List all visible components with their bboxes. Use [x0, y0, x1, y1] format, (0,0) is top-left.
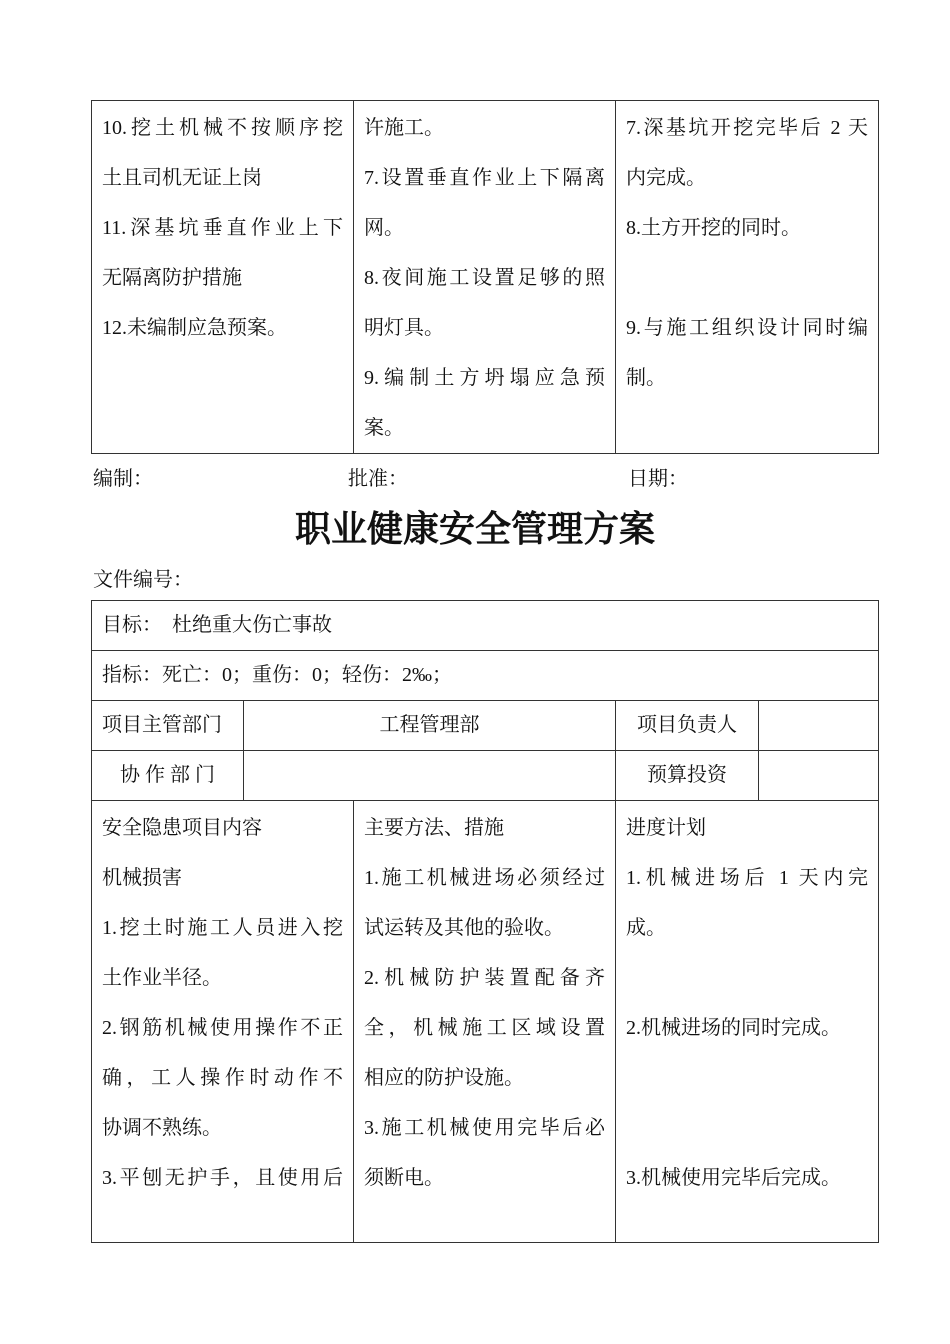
budget-label-cell [616, 751, 759, 801]
measure-line: 1.施工机械进场必须经过 [364, 867, 605, 889]
plan-table [91, 600, 879, 1243]
hazard-line: 1.挖土时施工人员进入挖 [102, 917, 343, 939]
measure-line: 7.设置垂直作业上下隔离 [364, 167, 605, 189]
measure-line: 3.施工机械使用完毕后必 [364, 1117, 605, 1139]
compiled-by-label: 编制： [93, 468, 153, 490]
dept-label-cell [92, 701, 244, 751]
owner-label-cell [616, 701, 759, 751]
schedule-column [616, 801, 879, 1243]
schedule-line: 1.机械进场后 1 天内完 [626, 867, 869, 889]
measure-line: 9.编制土方坍塌应急预 [364, 367, 605, 389]
hazard-column [92, 801, 354, 1243]
owner-value-cell [759, 701, 879, 751]
hazard-line: 3.平刨无护手，且使用后 [102, 1167, 343, 1189]
coop-label: 协 作 部 门 [120, 764, 215, 786]
schedule-line [626, 1103, 868, 1153]
schedule-line: 内完成。 [626, 167, 706, 189]
dept-value: 工程管理部 [379, 714, 480, 736]
schedule-line: 9.与施工组织设计同时编 [626, 317, 868, 339]
dept-value-cell [244, 701, 616, 751]
measure-line: 8.夜间施工设置足够的照 [364, 267, 605, 289]
schedule-line: 7.深基坑开挖完毕后 2 天 [626, 117, 868, 139]
schedule-line [626, 953, 868, 1003]
indicator-row [92, 651, 879, 701]
schedule-column [616, 101, 879, 454]
hazard-line: 土且司机无证上岗 [102, 167, 262, 189]
page-title: 职业健康安全管理方案 [294, 509, 655, 550]
date-label: 日期： [628, 468, 688, 490]
measure-line: 许施工。 [364, 117, 444, 139]
measure-line: 案。 [364, 417, 404, 439]
measure-line: 2.机械防护装置配备齐 [364, 967, 605, 989]
coop-value-cell [244, 751, 616, 801]
measure-line: 须断电。 [364, 1167, 444, 1189]
schedule-line: 制。 [626, 367, 666, 389]
goal-text: 目标： 杜绝重大伤亡事故 [102, 614, 332, 636]
hazard-category: 机械损害 [102, 867, 182, 889]
schedule-line: 2.机械进场的同时完成。 [626, 1017, 841, 1039]
indicator-text: 指标：死亡：0；重伤：0；轻伤：2‰； [102, 664, 452, 686]
continuation-table [91, 100, 879, 454]
schedule-line: 3.机械使用完毕后完成。 [626, 1167, 841, 1189]
measure-header: 主要方法、措施 [364, 817, 504, 839]
hazard-line: 2.钢筋机械使用操作不正 [102, 1017, 343, 1039]
measure-line: 网。 [364, 217, 404, 239]
budget-label: 预算投资 [647, 764, 727, 786]
hazard-line: 11.深基坑垂直作业上下 [102, 217, 343, 239]
coop-label-cell [92, 751, 244, 801]
schedule-line: 8.土方开挖的同时。 [626, 217, 801, 239]
schedule-line: 成。 [626, 917, 666, 939]
hazard-column [92, 101, 354, 454]
approved-by-label: 批准： [348, 468, 408, 490]
measure-column [354, 801, 616, 1243]
hazard-line: 协调不熟练。 [102, 1117, 222, 1139]
hazard-header: 安全隐患项目内容 [102, 817, 262, 839]
schedule-line [626, 1053, 868, 1103]
schedule-line [626, 253, 868, 303]
budget-value-cell [759, 751, 879, 801]
owner-label: 项目负责人 [637, 714, 737, 736]
hazard-line: 无隔离防护措施 [102, 267, 242, 289]
file-number-label: 文件编号： [93, 569, 193, 591]
schedule-header: 进度计划 [626, 817, 706, 839]
hazard-line: 土作业半径。 [102, 967, 222, 989]
hazard-line: 确，工人操作时动作不 [102, 1067, 343, 1089]
measure-column [354, 101, 616, 454]
hazard-line: 12.未编制应急预案。 [102, 317, 287, 339]
hazard-line: 10.挖土机械不按顺序挖 [102, 117, 343, 139]
dept-label: 项目主管部门 [102, 714, 222, 736]
measure-line: 相应的防护设施。 [364, 1067, 524, 1089]
goal-row [92, 601, 879, 651]
measure-line: 全，机械施工区域设置 [364, 1017, 605, 1039]
measure-line: 试运转及其他的验收。 [364, 917, 564, 939]
measure-line: 明灯具。 [364, 317, 444, 339]
